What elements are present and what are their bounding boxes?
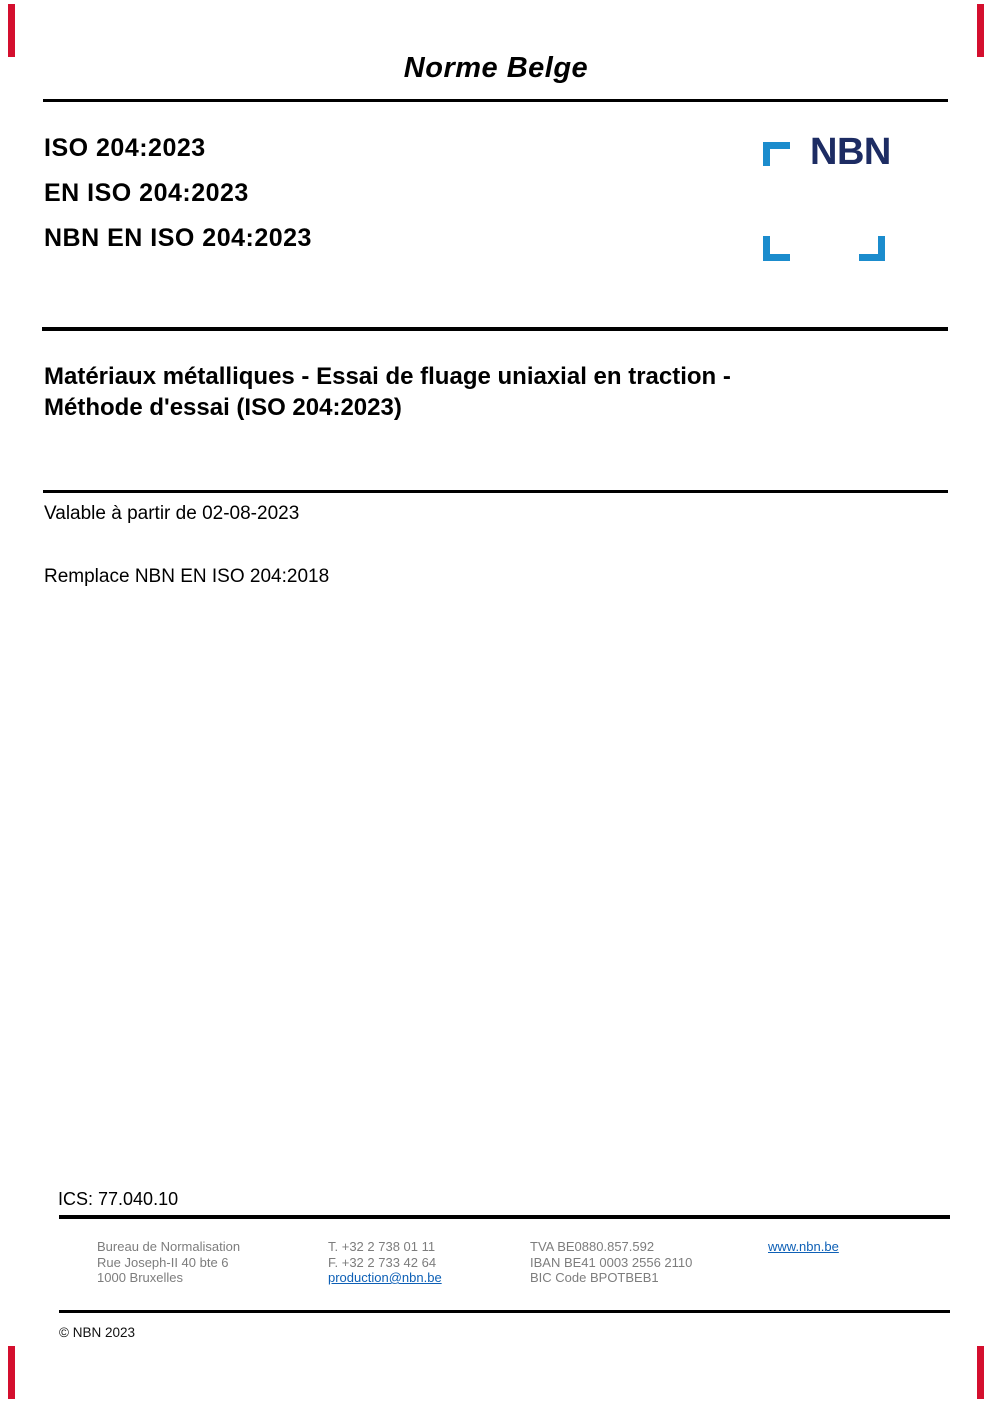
crop-mark-top-right-icon bbox=[977, 4, 984, 57]
page-title: Norme Belge bbox=[403, 52, 589, 84]
title-divider-top bbox=[42, 327, 948, 331]
standard-en-iso: EN ISO 204:2023 bbox=[44, 179, 249, 207]
footer-website bbox=[768, 1239, 839, 1255]
footer-website-link[interactable]: www.nbn.be bbox=[768, 1239, 839, 1254]
document-title-line-2: Méthode d'essai (ISO 204:2023) bbox=[44, 394, 402, 421]
standard-nbn-en-iso: NBN EN ISO 204:2023 bbox=[44, 224, 312, 252]
nbn-logo-wordmark: NBN bbox=[810, 131, 891, 173]
footer-street: Rue Joseph-II 40 bte 6 bbox=[97, 1254, 229, 1270]
crop-mark-bottom-right-icon bbox=[977, 1346, 984, 1399]
crop-mark-top-left-icon bbox=[8, 4, 15, 57]
footer-bic: BIC Code BPOTBEB1 bbox=[530, 1270, 659, 1285]
footer-address bbox=[97, 1239, 240, 1286]
validity-date: Valable à partir de 02-08-2023 bbox=[44, 503, 300, 524]
footer-city: 1000 Bruxelles bbox=[97, 1270, 183, 1285]
footer-iban: IBAN BE41 0003 2556 2110 bbox=[530, 1254, 693, 1270]
header-divider bbox=[43, 99, 948, 102]
footer-divider-bottom bbox=[59, 1310, 950, 1313]
replaces-note: Remplace NBN EN ISO 204:2018 bbox=[44, 566, 330, 587]
document-title-line-1: Matériaux métalliques - Essai de fluage uniaxial en traction - bbox=[44, 363, 731, 390]
footer-registration bbox=[530, 1239, 692, 1286]
footer-email-link[interactable]: production@nbn.be bbox=[328, 1270, 442, 1285]
crop-mark-bottom-left-icon bbox=[8, 1346, 15, 1399]
footer-fax: F. +32 2 733 42 64 bbox=[328, 1254, 437, 1270]
copyright-notice: © NBN 2023 bbox=[59, 1325, 135, 1340]
footer-vat: TVA BE0880.857.592 bbox=[530, 1239, 655, 1254]
logo-bracket-top-left-icon bbox=[763, 142, 790, 166]
logo-bracket-bottom-left-icon bbox=[763, 236, 790, 261]
footer-divider-top bbox=[59, 1215, 950, 1219]
logo-bracket-bottom-right-icon bbox=[859, 236, 885, 261]
footer-phone: T. +32 2 738 01 11 bbox=[328, 1239, 436, 1254]
footer-contact bbox=[328, 1239, 442, 1286]
standard-iso: ISO 204:2023 bbox=[44, 134, 206, 162]
standard-designations bbox=[44, 126, 312, 261]
nbn-logo bbox=[762, 131, 891, 265]
document-title bbox=[44, 361, 934, 423]
ics-code: ICS: 77.040.10 bbox=[58, 1189, 179, 1209]
title-divider-bottom bbox=[43, 490, 948, 493]
footer-org-name: Bureau de Normalisation bbox=[97, 1239, 241, 1254]
